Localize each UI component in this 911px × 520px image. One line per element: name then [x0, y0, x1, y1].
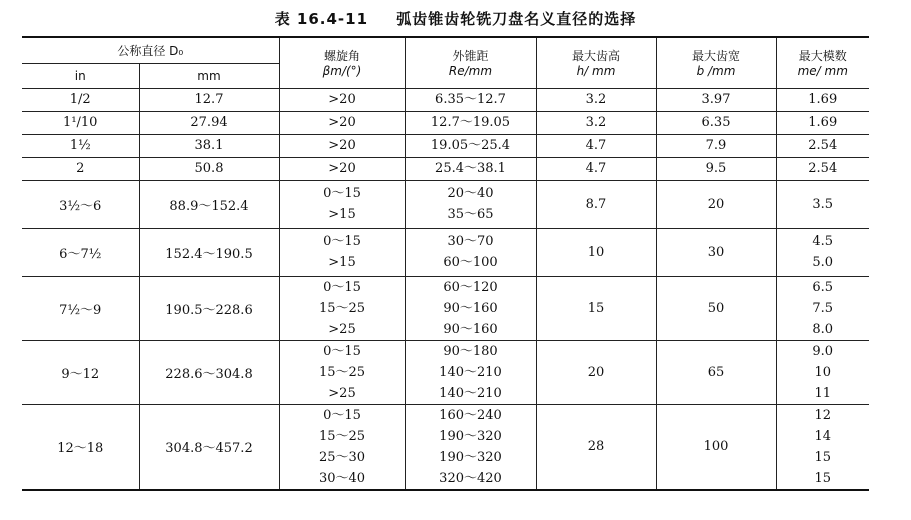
- cell-max-module-value: 2.54: [808, 138, 838, 153]
- cell-helix-angle-value: >25: [328, 321, 356, 337]
- cell-in: 12～18: [22, 404, 139, 490]
- cell-cone-distance-value: 25.4～38.1: [435, 161, 506, 176]
- cell-helix-angle: [279, 340, 405, 404]
- cell-helix-angle-value: >20: [328, 138, 356, 153]
- cell-cone-distance-value: 30～70: [447, 234, 494, 249]
- cell-helix-angle: [279, 404, 405, 490]
- cell-mm: 88.9～152.4: [139, 180, 279, 228]
- cell-cone-distance: [405, 228, 536, 276]
- cell-max-module-value: 15: [814, 449, 832, 465]
- cell-helix-angle-value: 0～15: [323, 407, 361, 423]
- table-row: [22, 157, 869, 180]
- cell-cone-distance: [405, 340, 536, 404]
- cell-in: 1½: [22, 134, 139, 157]
- cell-helix-angle: [279, 157, 405, 180]
- cell-helix-angle-value: 0～15: [323, 343, 361, 359]
- header-max-tooth-width: 最大齿宽 b /mm: [656, 37, 776, 88]
- cell-cone-distance-value: 320～420: [439, 470, 502, 486]
- cell-helix-angle-value: >20: [328, 92, 356, 107]
- cell-cone-distance: [405, 157, 536, 180]
- cell-helix-angle-value: >20: [328, 161, 356, 176]
- cell-max-tooth-height: 3.2: [536, 88, 656, 111]
- cell-max-module-value: 12: [814, 407, 832, 423]
- cell-max-module-value: 15: [814, 470, 832, 486]
- cell-cone-distance: [405, 404, 536, 490]
- cell-helix-angle: [279, 88, 405, 111]
- table-row: [22, 180, 869, 228]
- table-number: 表 16.4-11: [274, 10, 369, 28]
- cell-max-module: [776, 340, 869, 404]
- cell-helix-angle-value: 0～15: [323, 234, 361, 249]
- cell-max-module: [776, 88, 869, 111]
- cell-helix-angle-value: >15: [328, 207, 356, 222]
- cell-max-tooth-height: 20: [536, 340, 656, 404]
- cell-cone-distance-value: 20～40: [447, 186, 494, 201]
- cell-cone-distance: [405, 276, 536, 340]
- cell-mm: 228.6～304.8: [139, 340, 279, 404]
- cell-max-tooth-width: 50: [656, 276, 776, 340]
- cell-max-tooth-width: 9.5: [656, 157, 776, 180]
- header-helix-angle: 螺旋角 βm/(°): [279, 37, 405, 88]
- cell-max-module: [776, 180, 869, 228]
- header-in: in: [22, 63, 139, 88]
- cell-cone-distance-value: 90～180: [443, 343, 498, 359]
- cell-max-module: [776, 157, 869, 180]
- cell-max-module-value: 7.5: [812, 300, 834, 316]
- cell-in: 3½～6: [22, 180, 139, 228]
- cell-cone-distance-value: 190～320: [439, 428, 502, 444]
- table-title: [0, 8, 911, 29]
- cell-cone-distance-value: 90～160: [443, 321, 498, 337]
- cell-max-tooth-height: 28: [536, 404, 656, 490]
- table-row: [22, 404, 869, 490]
- cell-in: 6～7½: [22, 228, 139, 276]
- cell-max-tooth-height: 4.7: [536, 134, 656, 157]
- cell-helix-angle: [279, 111, 405, 134]
- cell-cone-distance-value: 12.7～19.05: [430, 115, 511, 130]
- cell-max-module: [776, 228, 869, 276]
- cell-max-tooth-width: 3.97: [656, 88, 776, 111]
- cell-cone-distance-value: 160～240: [439, 407, 502, 423]
- cell-helix-angle-value: 25～30: [318, 449, 366, 465]
- cell-cone-distance-value: 190～320: [439, 449, 502, 465]
- cell-mm: 38.1: [139, 134, 279, 157]
- cell-in: 9～12: [22, 340, 139, 404]
- cell-max-module-value: 6.5: [812, 279, 834, 295]
- table-caption: 弧齿锥齿轮铣刀盘名义直径的选择: [396, 10, 637, 28]
- header-mm: mm: [139, 63, 279, 88]
- cell-helix-angle-value: 30～40: [318, 470, 366, 486]
- cell-helix-angle-value: 0～15: [323, 279, 361, 295]
- cell-max-module-value: 10: [814, 364, 832, 380]
- table-row: [22, 340, 869, 404]
- cell-in: 1¹/10: [22, 111, 139, 134]
- table-row: [22, 276, 869, 340]
- cell-cone-distance-value: 35～65: [447, 207, 494, 222]
- header-max-module: 最大模数 me/ mm: [776, 37, 869, 88]
- cell-helix-angle: [279, 134, 405, 157]
- cell-mm: 190.5～228.6: [139, 276, 279, 340]
- cell-cone-distance-value: 60～100: [443, 255, 498, 270]
- cell-max-tooth-width: 20: [656, 180, 776, 228]
- cell-max-module: [776, 404, 869, 490]
- cell-helix-angle: [279, 276, 405, 340]
- cell-max-module-value: 11: [814, 385, 832, 401]
- cell-mm: 12.7: [139, 88, 279, 111]
- cell-max-tooth-width: 7.9: [656, 134, 776, 157]
- table-row: [22, 134, 869, 157]
- cell-mm: 152.4～190.5: [139, 228, 279, 276]
- cell-helix-angle-value: >25: [328, 385, 356, 401]
- cell-mm: 304.8～457.2: [139, 404, 279, 490]
- table-row: [22, 111, 869, 134]
- cell-max-tooth-width: 30: [656, 228, 776, 276]
- cell-helix-angle: [279, 228, 405, 276]
- cell-cone-distance-value: 6.35～12.7: [435, 92, 506, 107]
- cell-cone-distance-value: 19.05～25.4: [430, 138, 511, 153]
- cell-max-module-value: 2.54: [808, 161, 838, 176]
- cell-max-tooth-height: 10: [536, 228, 656, 276]
- cell-max-module-value: 1.69: [808, 92, 838, 107]
- header-nominal-diameter: 公称直径 D₀: [22, 37, 279, 63]
- cell-max-module-value: 3.5: [812, 196, 834, 212]
- cell-cone-distance-value: 140～210: [439, 385, 502, 401]
- cell-max-module: [776, 276, 869, 340]
- table-row: [22, 228, 869, 276]
- cell-cone-distance-value: 140～210: [439, 364, 502, 380]
- cell-max-module: [776, 134, 869, 157]
- cell-max-tooth-width: 6.35: [656, 111, 776, 134]
- cell-cone-distance: [405, 111, 536, 134]
- cell-cone-distance-value: 60～120: [443, 279, 498, 295]
- cell-max-tooth-height: 8.7: [536, 180, 656, 228]
- table-row: [22, 88, 869, 111]
- cell-in: 2: [22, 157, 139, 180]
- cell-helix-angle-value: 15～25: [318, 364, 366, 380]
- cell-max-module-value: 4.5: [812, 234, 834, 249]
- cell-max-tooth-height: 3.2: [536, 111, 656, 134]
- cell-max-module-value: 8.0: [812, 321, 834, 337]
- cell-mm: 27.94: [139, 111, 279, 134]
- cell-max-tooth-height: 15: [536, 276, 656, 340]
- cell-max-tooth-height: 4.7: [536, 157, 656, 180]
- cell-helix-angle: [279, 180, 405, 228]
- cell-max-module: [776, 111, 869, 134]
- cell-in: 1/2: [22, 88, 139, 111]
- cell-helix-angle-value: 0～15: [323, 186, 361, 201]
- cell-max-tooth-width: 100: [656, 404, 776, 490]
- cell-max-module-value: 1.69: [808, 115, 838, 130]
- gear-cutter-table: [22, 36, 869, 491]
- cell-max-module-value: 14: [814, 428, 832, 444]
- header-max-tooth-height: 最大齿高 h/ mm: [536, 37, 656, 88]
- cell-helix-angle-value: 15～25: [318, 300, 366, 316]
- cell-cone-distance-value: 90～160: [443, 300, 498, 316]
- cell-max-tooth-width: 65: [656, 340, 776, 404]
- cell-in: 7½～9: [22, 276, 139, 340]
- cell-helix-angle-value: >20: [328, 115, 356, 130]
- cell-helix-angle-value: 15～25: [318, 428, 366, 444]
- cell-cone-distance: [405, 180, 536, 228]
- cell-helix-angle-value: >15: [328, 255, 356, 270]
- header-cone-distance: 外锥距 Re/mm: [405, 37, 536, 88]
- cell-cone-distance: [405, 88, 536, 111]
- cell-mm: 50.8: [139, 157, 279, 180]
- cell-max-module-value: 9.0: [812, 343, 834, 359]
- cell-max-module-value: 5.0: [812, 255, 834, 270]
- cell-cone-distance: [405, 134, 536, 157]
